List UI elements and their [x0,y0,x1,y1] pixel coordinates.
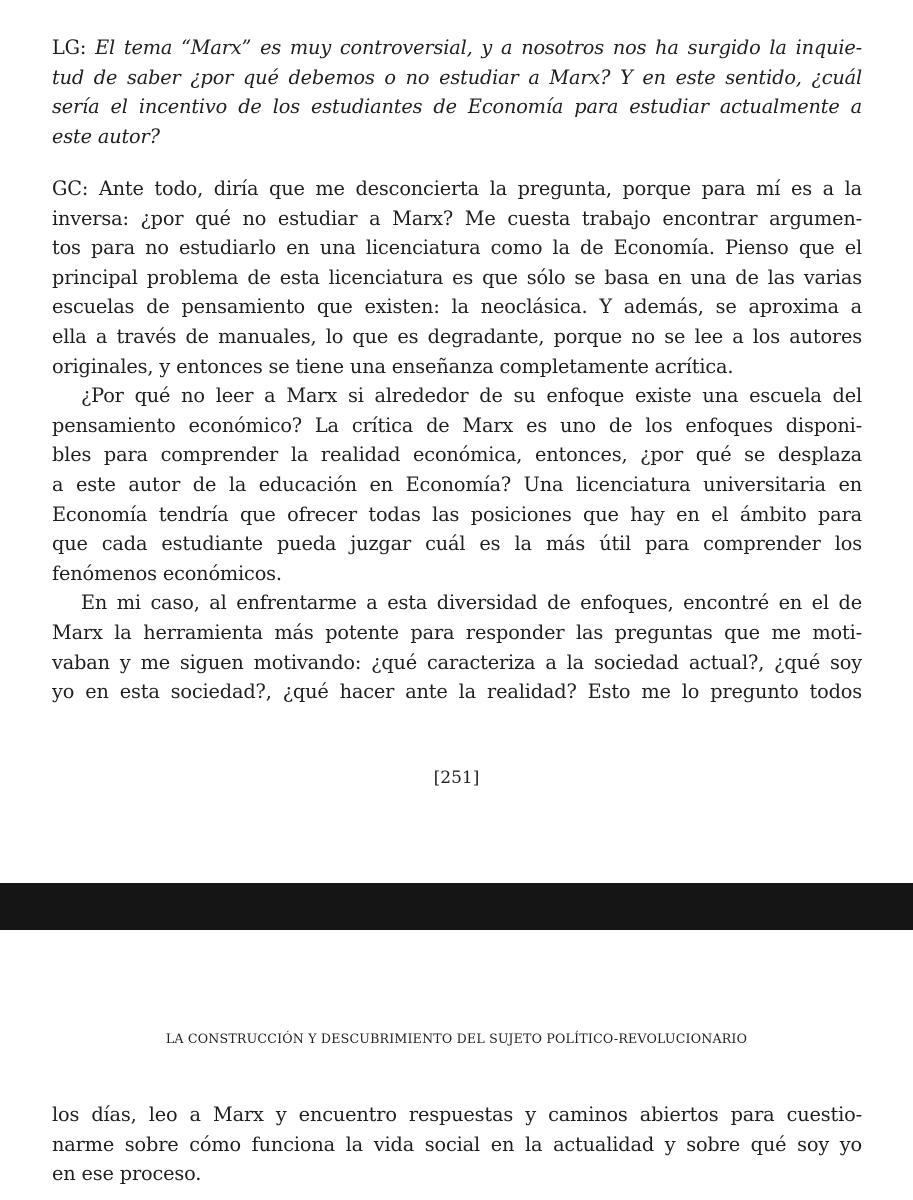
answer-p2-line-4: a este autor de la educación en Economía? Una licenciatura universitaria en [52,472,862,496]
answer-p1-line-3: tos para no estudiarlo en una licenciatura como la de Economía. Pienso que el [52,236,862,260]
question-line-3: sería el incentivo de los estudiantes de Economía para estudiar actualmente a [52,95,862,119]
answer-p2-line-1: ¿Por qué no leer a Marx si alrededor de su enfoque existe una escuela del [81,384,862,408]
answer-p3-line-3: vaban y me siguen motivando: ¿qué caracteriza a la sociedad actual?, ¿qué soy [52,650,862,674]
answer-paragraph-1 [52,174,862,381]
continuation-line-2: narme sobre cómo funciona la vida social en la actualidad y sobre qué soy yo [52,1132,862,1156]
answer-p2-line-6: que cada estudiante pueda juzgar cuál es la más útil para comprender los [52,532,862,556]
answer-p2-line-3: bles para comprender la realidad económica, entonces, ¿por qué se desplaza [52,443,862,467]
answer-p2-line-5: Economía tendría que ofrecer todas las posiciones que hay en el ámbito para [52,502,862,526]
question-line-4: este autor? [52,124,160,148]
answer-p1-line-1 [52,174,862,204]
answer-paragraph-3 [52,588,862,706]
running-head: LA CONSTRUCCIÓN Y DESCUBRIMIENTO DEL SUJETO POLÍTICO-REVOLUCIONARIO [165,1031,748,1046]
page-number: [251] [433,768,480,788]
question-line-2: tud de saber ¿por qué debemos o no estudiar a Marx? Y en este sentido, ¿cuál [52,65,862,89]
question-text: El tema “Marx” es muy controversial, y a nosotros nos ha surgido la inquie- [86,36,862,59]
answer-paragraph-2 [52,381,862,588]
answer-p1-line-5: escuelas de pensamiento que existen: la neoclásica. Y además, se aproxima a [52,295,862,319]
answer-p1-line-2: inversa: ¿por qué no estudiar a Marx? Me cuesta trabajo encontrar argumen- [52,206,862,230]
answer-p1-line-1-text: Ante todo, diría que me desconcierta la pregunta, porque para mí es a la [88,177,862,200]
speaker-label-gc: GC: [52,177,89,200]
question-line-1 [52,33,862,63]
answer-p3-line-2: Marx la herramienta más potente para responder las preguntas que me moti- [52,620,862,644]
continuation-paragraph [52,1100,862,1189]
interview-question [52,33,862,151]
answer-p3-line-4: yo en esta sociedad?, ¿qué hacer ante la realidad? Esto me lo pregunto todos [52,680,862,704]
answer-p3-line-1: En mi caso, al enfrentarme a esta diversidad de enfoques, encontré en el de [81,591,862,615]
answer-p2-line-7: fenómenos económicos. [52,561,282,585]
answer-p1-line-7: originales, y entonces se tiene una enseñanza completamente acrítica. [52,354,734,378]
speaker-label-lg: LG: [52,36,87,59]
answer-p2-line-2: pensamiento económico? La crítica de Marx es uno de los enfoques disponi- [52,413,862,437]
continuation-line-3: en ese proceso. [52,1162,202,1186]
answer-p1-line-4: principal problema de esta licenciatura es que sólo se basa en una de las varias [52,265,862,289]
page-separator-bar [0,883,913,930]
continuation-line-1: los días, leo a Marx y encuentro respuestas y caminos abiertos para cuestio- [52,1103,862,1126]
answer-p1-line-6: ella a través de manuales, lo que es degradante, porque no se lee a los autores [52,324,862,348]
interview-answer [52,174,862,707]
